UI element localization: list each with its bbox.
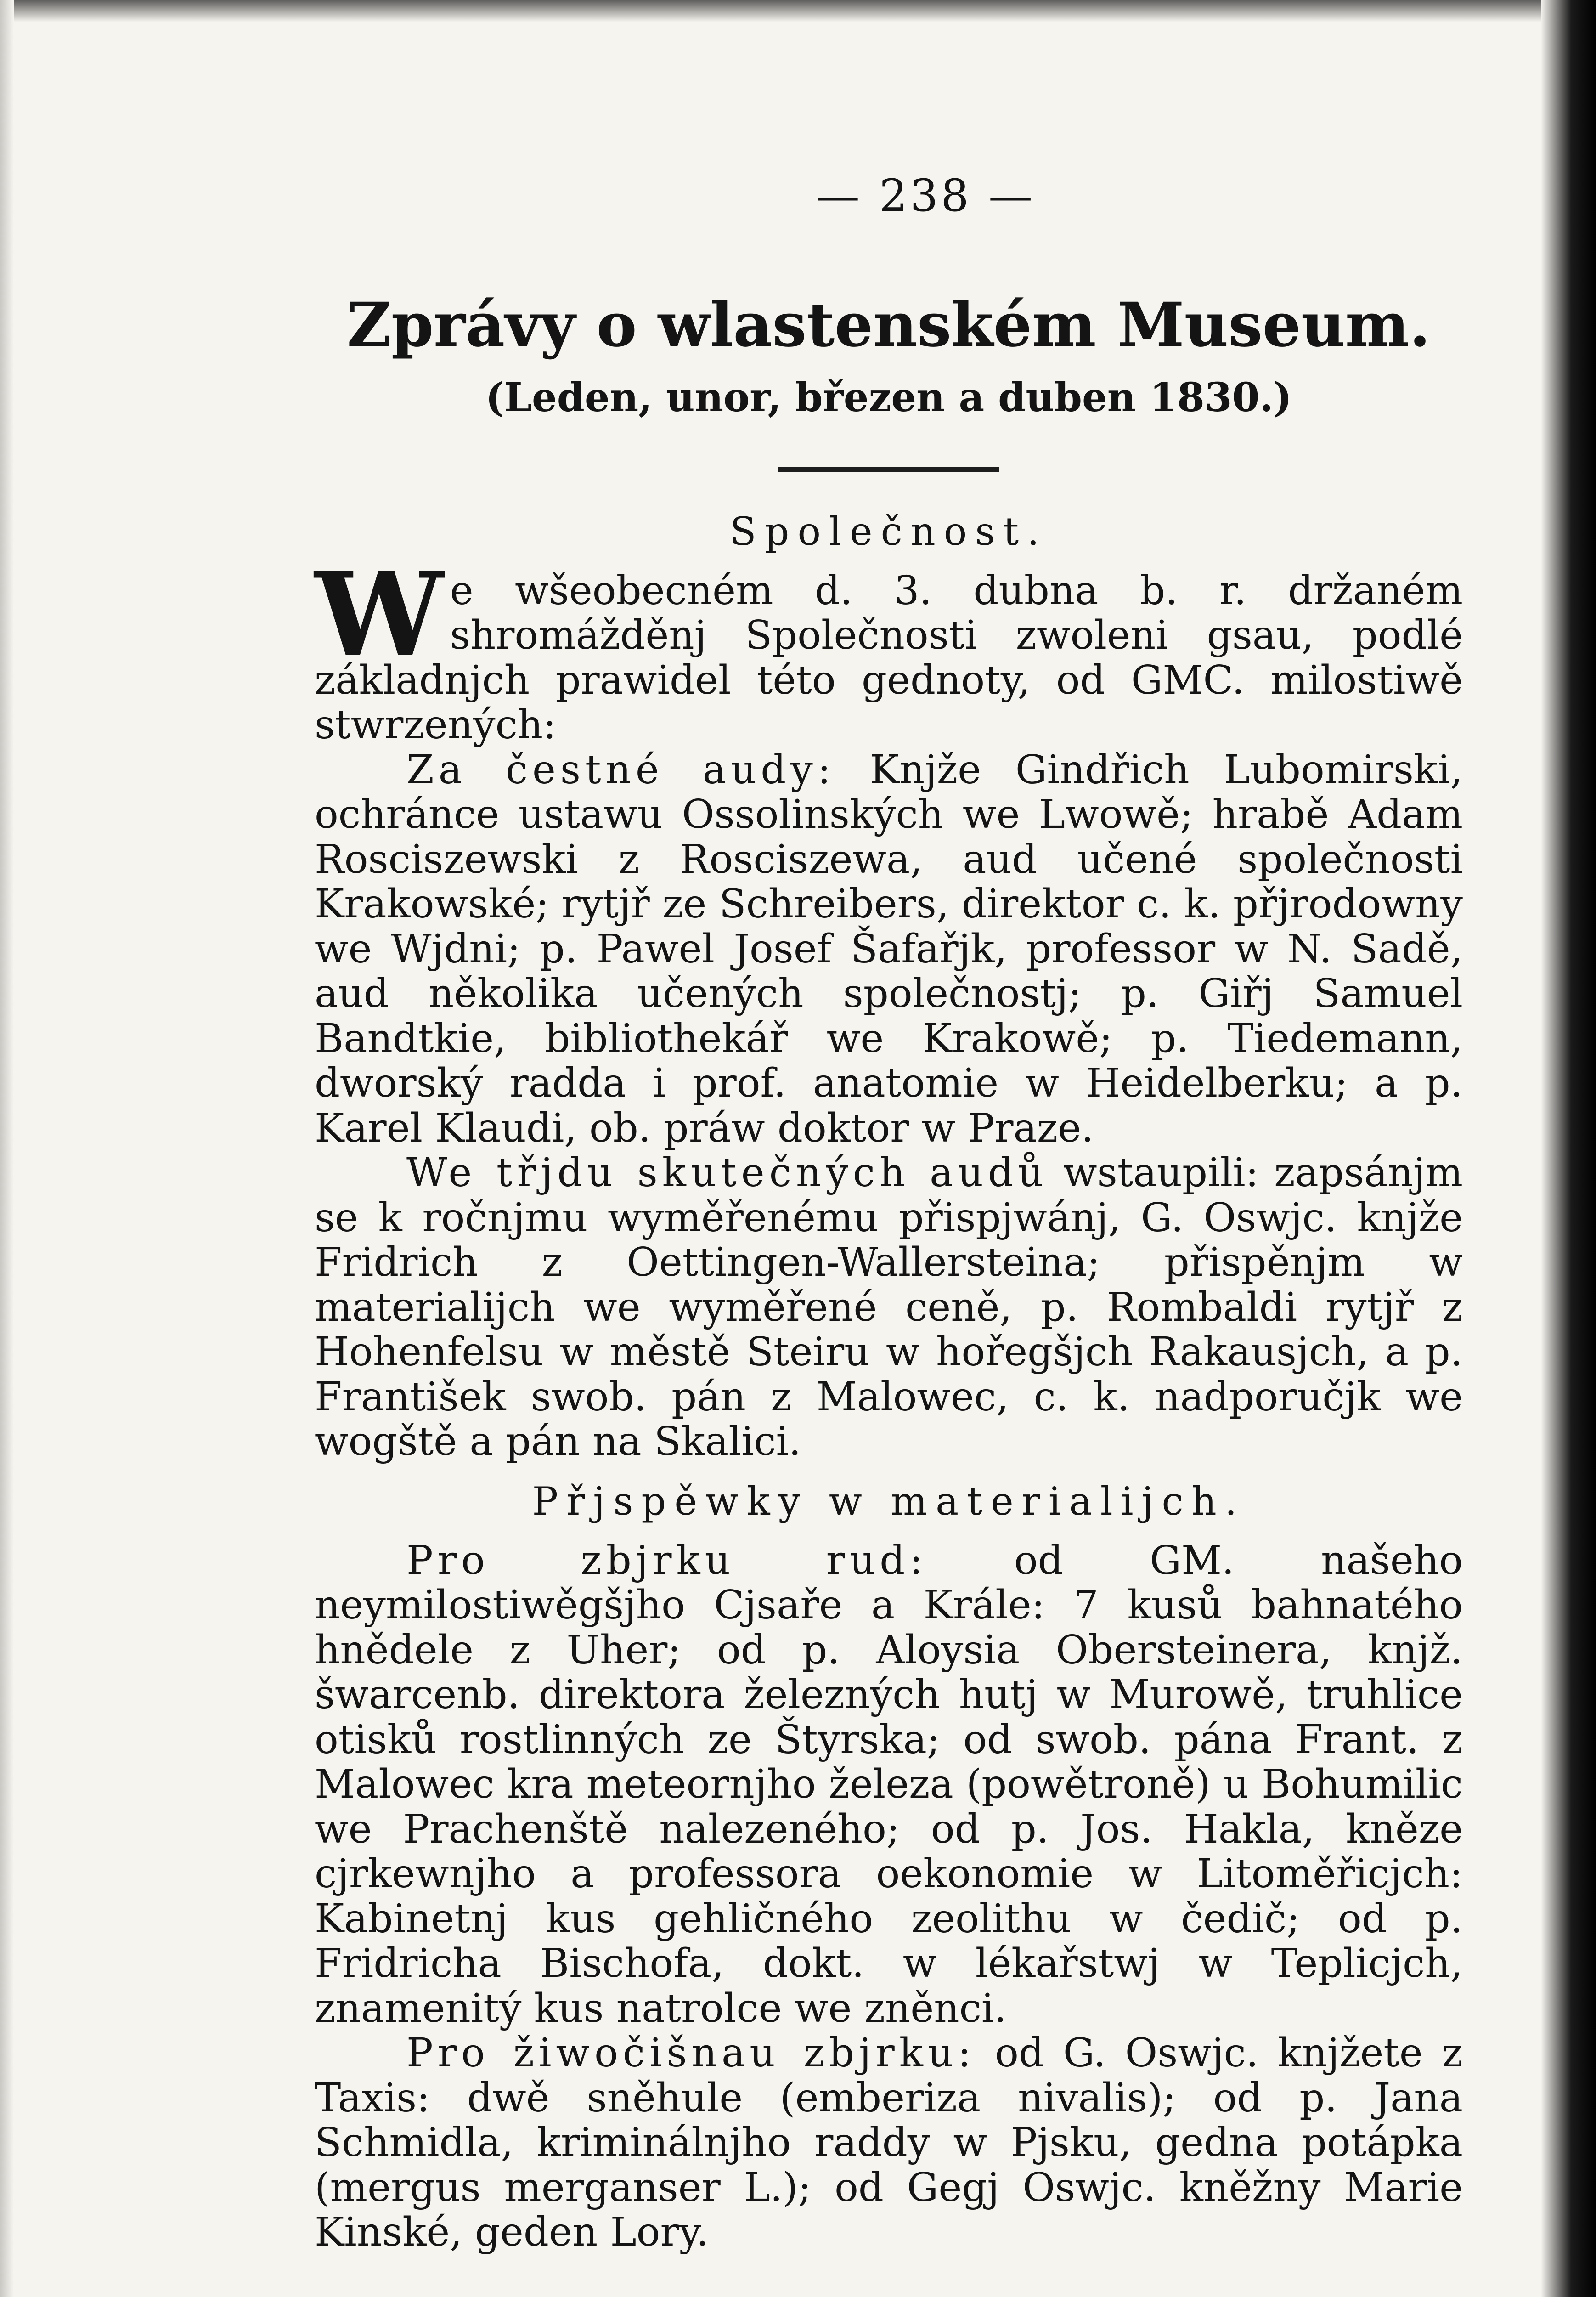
paragraph — [315, 1539, 1463, 2031]
paragraph — [315, 748, 1463, 1151]
paragraph-lead: Pro žiwočišnau zbjrku: — [406, 2030, 976, 2076]
paragraph-text: Knjže Gindřich Lubomirski, ochránce ustawu Ossolinských we Lwowě; hrabě Adam Rosciszewski z Rosciszewa, aud učené společnosti Krakowské; rytjř ze Schreibers, direktor c. k. přjrodowny we Wjdni; p. Pawel Josef Šafařjk, professor w N. Sadě, aud několika učených společnostj; p. Giřj Samuel Bandtkie, bibliothekář we Krakowě; p. Tiedemann, dworský radda i prof. anatomie w Heidelberku; a p. Karel Klaudi, ob. práw doktor w Praze. — [315, 747, 1463, 1151]
paragraph-text: wstaupili: zapsánjm se k ročnjmu wyměřenému přispjwánj, G. Oswjc. knjže Fridrich z Oettingen-Wallersteina; přispěnjm w materialijch we wyměřené ceně, p. Rombaldi rytjř z Hohenfelsu w městě Steiru w hořegšjch Rakausjch, a p. František swob. pán z Malowec, c. k. nadporučjk we wogště a pán na Skalici. — [315, 1150, 1463, 1465]
paragraph-lead: We třjdu skutečných audů — [406, 1150, 1048, 1196]
page-right-edge-shadow — [1541, 0, 1596, 2297]
paragraph — [315, 1151, 1463, 1465]
paragraph-text: od G. Oswjc. knjžete z Taxis: dwě sněhule (emberiza nivalis); od p. Jana Schmidla, kriminálnjho raddy w Pjsku, gedna potápka (mergus merganser L.); od Gegj Oswjc. kněžny Marie Kinské, geden Lory. — [315, 2030, 1463, 2256]
section-heading-spolecnost: Společnost. — [730, 509, 1048, 554]
page-number: — 238 — — [815, 170, 1036, 221]
paragraph-lead: Za čestné audy: — [406, 747, 835, 793]
paragraph-lead: Pro zbjrku rud: — [406, 1537, 928, 1584]
page-left-edge-shadow — [0, 0, 14, 2297]
section-heading-prispewky: Přjspěwky w materialijch. — [532, 1478, 1246, 1524]
title-divider — [778, 467, 999, 472]
page-top-edge-shadow — [0, 0, 1596, 22]
page-subtitle: (Leden, unor, březen a duben 1830.) — [485, 374, 1292, 421]
paragraph-text: od GM. našeho neymilostiwěgšjho Cjsaře a Krále: 7 kusů bahnatého hnědele z Uher; od p. Aloysia Obersteinera, knjž. šwarcenb. direktora železných hutj w Murowě, truhlice otisků rostlinných ze Štyrska; od swob. pána Frant. z Malowec kra meteornjho železa (powětroně) u Bohumilic we Prachenště nalezeného; od p. Jos. Hakla, kněze cjrkewnjho a professora oekonomie w Litoměřicjch: Kabinetnj kus gehličného zeolithu w čedič; od p. Fridricha Bischofa, dokt. w lékařstwj w Teplicjch, znamenitý kus natrolce we zněnci. — [315, 1537, 1463, 2031]
paragraph — [315, 546, 1463, 748]
drop-cap: W — [315, 546, 444, 682]
paragraph-text: e wšeobecném d. 3. dubna b. r. držaném shromážděnj Společnosti zwoleni gsau, podlé základnjch prawidel této gednoty, od GMC. milostiwě stwrzených: — [315, 567, 1463, 748]
page-title: Zprávy o wlastenském Museum. — [347, 289, 1431, 361]
paragraph — [315, 2031, 1463, 2255]
page-text-block — [315, 170, 1463, 2255]
section-gap — [315, 1465, 1463, 1478]
